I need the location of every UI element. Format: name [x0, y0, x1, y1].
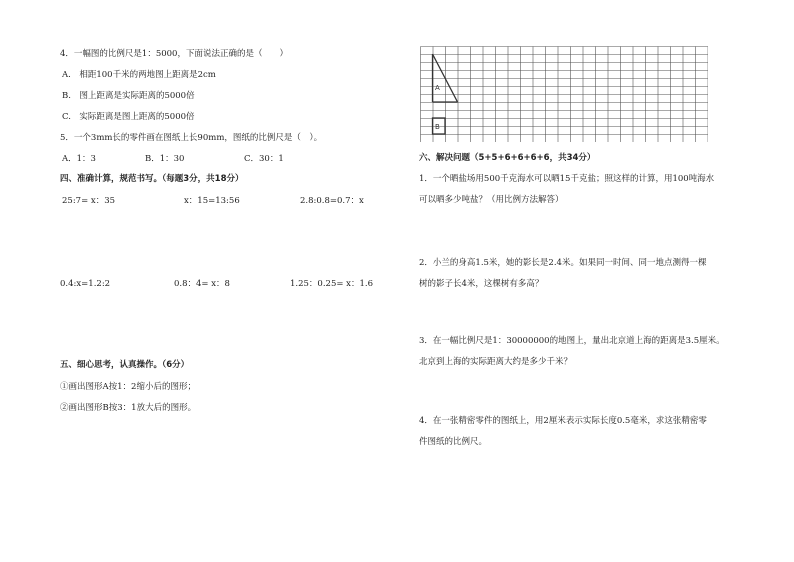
- section5-title: 五、细心思考，认真操作。（6分）: [60, 360, 190, 370]
- q5-option-a: A．1：3: [62, 154, 96, 164]
- calc-problem-5: 0.8：4= x：8: [174, 279, 230, 289]
- problem-2-line-1: 2．小兰的身高1.5米，她的影长是2.4米。如果同一时间、同一地点测得一棵: [419, 258, 707, 268]
- drawing-grid: [420, 46, 708, 142]
- calc-problem-4: 0.4:x=1.2:2: [60, 279, 111, 289]
- shape-a-triangle: [433, 54, 458, 102]
- q5-stem: 5．一个3mm长的零件画在图纸上长90mm，图纸的比例尺是（ ）。: [60, 133, 323, 143]
- q5-option-c: C．30：1: [244, 154, 284, 164]
- problem-3-line-1: 3．在一幅比例尺是1：30000000的地图上，量出北京道上海的距离是3.5厘米。: [419, 336, 725, 346]
- problem-1-line-1: 1．一个晒盐场用500千克海水可以晒15千克盐；照这样的计算，用100吨海水: [419, 174, 715, 184]
- section5-item-2: ②画出图形B按3：1放大后的图形。: [60, 403, 197, 413]
- q5-option-b: B．1：30: [145, 154, 185, 164]
- grid-lines: [421, 47, 709, 143]
- shape-a-label: A: [435, 84, 440, 92]
- problem-3-line-2: 北京到上海的实际距离大约是多少千米？: [419, 357, 573, 367]
- q4-option-c: C. 实际距离是图上距离的5000倍: [62, 112, 195, 122]
- calc-problem-3: 2.8:0.8=0.7：x: [300, 196, 364, 206]
- calc-problem-1: 25:7= x：35: [62, 196, 116, 206]
- problem-4-line-2: 件图纸的比例尺。: [419, 437, 488, 447]
- problem-1-line-2: 可以晒多少吨盐？（用比例方法解答）: [419, 195, 564, 205]
- shape-a-hypotenuse: [433, 54, 458, 102]
- problem-2-line-2: 树的影子长4米，这棵树有多高？: [419, 279, 544, 289]
- q4-stem: 4．一幅图的比例尺是1：5000，下面说法正确的是（ ）: [60, 49, 288, 59]
- problem-4-line-1: 4．在一张精密零件的图纸上，用2厘米表示实际长度0.5毫米，求这张精密零: [419, 416, 707, 426]
- section6-title: 六、解决问题（5+5+6+6+6+6，共34分）: [419, 153, 596, 163]
- calc-problem-6: 1.25：0.25= x：1.6: [290, 279, 373, 289]
- q4-option-b: B. 图上距离是实际距离的5000倍: [62, 91, 195, 101]
- q4-option-a: A. 相距100千米的两地图上距离是2cm: [62, 70, 216, 80]
- section4-title: 四、准确计算，规范书写。（每题3分，共18分）: [60, 174, 244, 184]
- shape-b-label: B: [435, 123, 440, 131]
- section5-item-1: ①画出图形A按1：2缩小后的图形；: [60, 382, 196, 392]
- calc-problem-2: x：15=13:56: [184, 196, 240, 206]
